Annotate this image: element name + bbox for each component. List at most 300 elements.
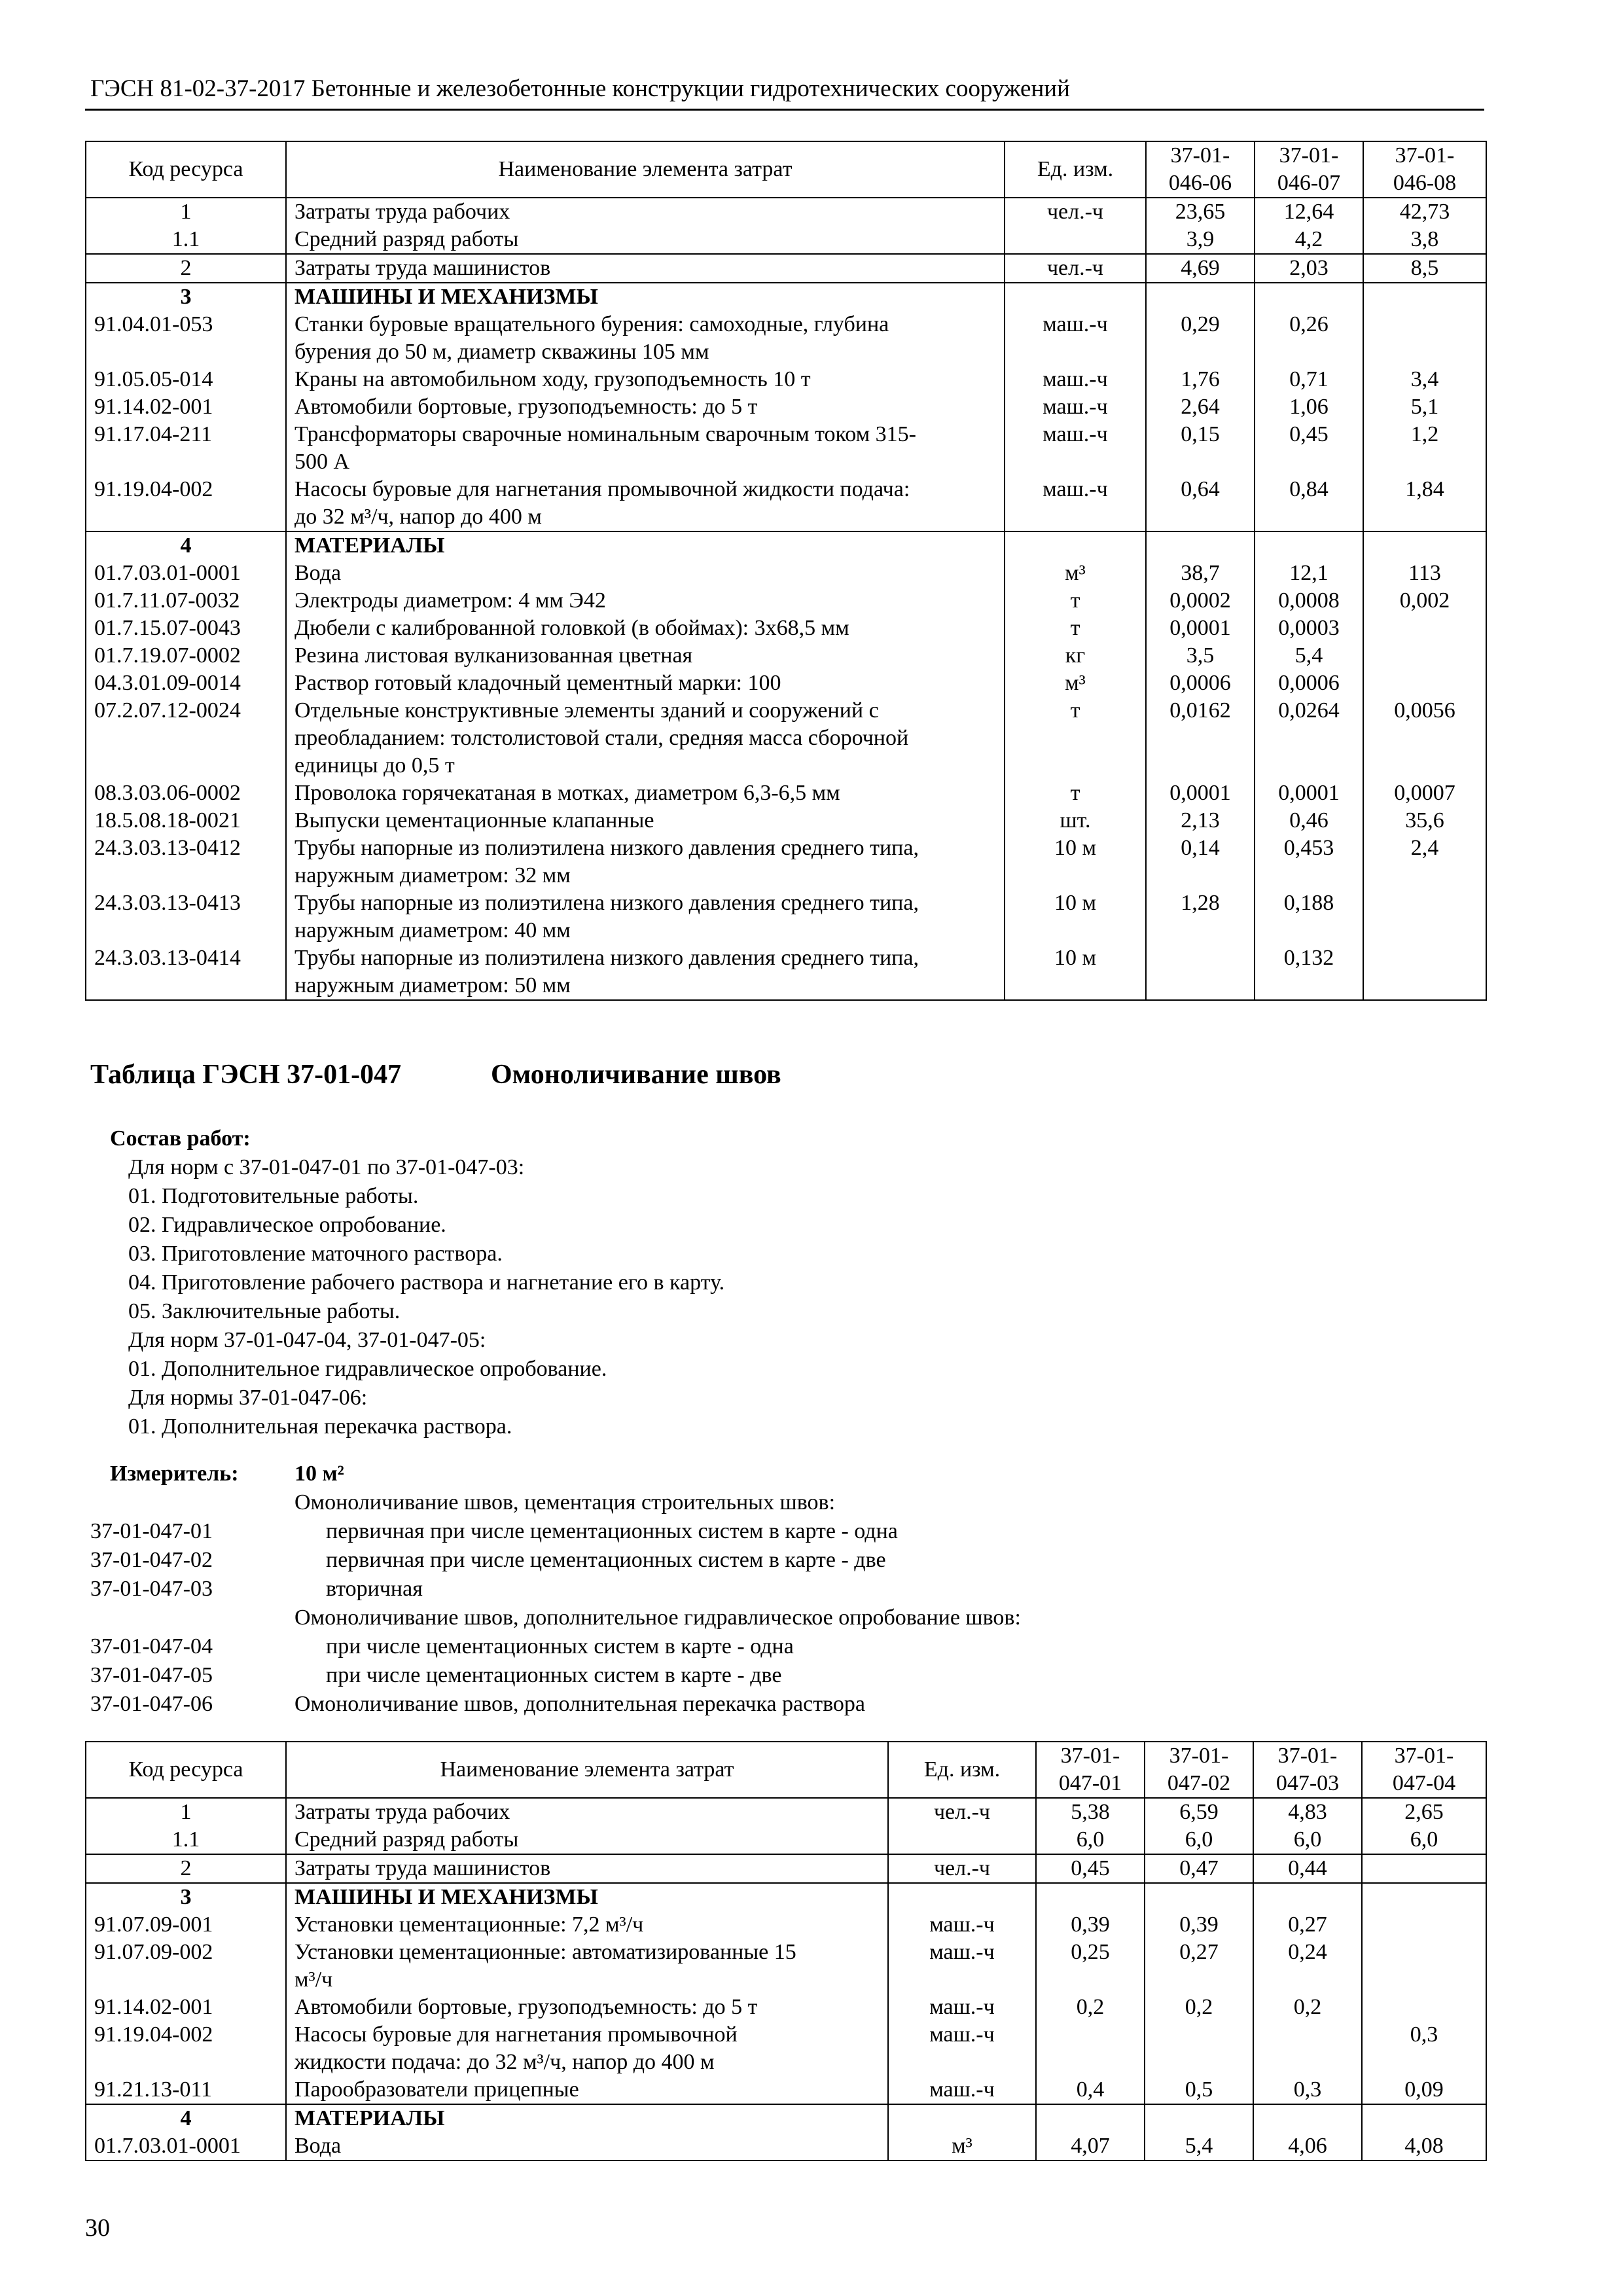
table-row xyxy=(86,476,1486,531)
cell-value: 0,132 xyxy=(1255,944,1363,1000)
cell-value: 0,0162 xyxy=(1146,697,1255,780)
cell-code: 3 xyxy=(86,1883,286,1911)
cell-value: 0,3 xyxy=(1362,2021,1486,2076)
cell-unit: маш.-ч xyxy=(888,1994,1036,2021)
cell-name: Трубы напорные из полиэтилена низкого давления среднего типа, наружным диаметром: 40 мм xyxy=(286,889,1005,944)
cell-value: 1,76 xyxy=(1146,366,1255,393)
cell-unit xyxy=(1005,283,1146,311)
cell-value: 0,5 xyxy=(1145,2076,1253,2104)
table-row xyxy=(86,1939,1486,1994)
cell-value: 0,2 xyxy=(1145,1994,1253,2021)
measure-header-row xyxy=(90,1460,1465,1488)
cell-value: 0,0001 xyxy=(1255,780,1363,807)
cell-name: Парообразователи прицепные xyxy=(286,2076,888,2104)
cell-name: Трансформаторы сварочные номинальным сварочным током 315- 500 А xyxy=(286,421,1005,476)
cell-code: 91.07.09-002 xyxy=(86,1939,286,1994)
cell-value: 0,25 xyxy=(1036,1939,1145,1994)
cell-code: 2 xyxy=(86,1854,286,1883)
cell-unit: м³ xyxy=(1005,670,1146,697)
cell-value: 0,26 xyxy=(1255,311,1363,366)
measure-text: вторичная xyxy=(326,1577,423,1601)
cell-value: 0,0007 xyxy=(1363,780,1486,807)
cell-value: 0,29 xyxy=(1146,311,1255,366)
col-header-norm: 37-01- 047-04 xyxy=(1362,1742,1486,1798)
cell-code: 91.19.04-002 xyxy=(86,2021,286,2076)
table-row xyxy=(86,642,1486,670)
cell-unit: чел.-ч xyxy=(888,1798,1036,1826)
cell-value xyxy=(1146,283,1255,311)
cell-unit xyxy=(888,1826,1036,1854)
cell-value: 5,38 xyxy=(1036,1798,1145,1826)
cell-value: 12,64 xyxy=(1255,198,1363,226)
table-row xyxy=(86,780,1486,807)
cell-code: 08.3.03.06-0002 xyxy=(86,780,286,807)
cell-value xyxy=(1363,944,1486,1000)
cell-value xyxy=(1255,531,1363,560)
cell-name: Электроды диаметром: 4 мм Э42 xyxy=(286,587,1005,615)
measure-text: при числе цементационных систем в карте - две xyxy=(326,1663,782,1687)
cell-value: 3,4 xyxy=(1363,366,1486,393)
cell-code: 91.17.04-211 xyxy=(86,421,286,476)
cell-value: 35,6 xyxy=(1363,807,1486,834)
measure-code: 37-01-047-02 xyxy=(90,1548,213,1572)
col-header-norm: 37-01- 047-01 xyxy=(1036,1742,1145,1798)
section-title-code: Таблица ГЭСН 37-01-047 xyxy=(90,1060,402,1090)
cell-unit: маш.-ч xyxy=(888,1911,1036,1939)
cell-value: 0,0008 xyxy=(1255,587,1363,615)
cell-code: 01.7.19.07-0002 xyxy=(86,642,286,670)
cell-value: 3,5 xyxy=(1146,642,1255,670)
cell-name: Вода xyxy=(286,2132,888,2161)
work-composition-line: 01. Дополнительная перекачка раствора. xyxy=(128,1414,512,1439)
table-row xyxy=(86,587,1486,615)
cell-value: 0,44 xyxy=(1253,1854,1362,1883)
measure-code: 37-01-047-04 xyxy=(90,1634,213,1659)
cell-name: Трубы напорные из полиэтилена низкого давления среднего типа, наружным диаметром: 32 мм xyxy=(286,834,1005,889)
cell-value: 0,84 xyxy=(1255,476,1363,531)
cell-value: 2,03 xyxy=(1255,254,1363,283)
col-header-norm: 37-01- 047-02 xyxy=(1145,1742,1253,1798)
cell-unit: маш.-ч xyxy=(888,2021,1036,2076)
cell-value xyxy=(1036,2104,1145,2132)
cell-value: 1,28 xyxy=(1146,889,1255,944)
cell-value xyxy=(1363,642,1486,670)
work-composition-line: Для норм с 37-01-047-01 по 37-01-047-03: xyxy=(128,1155,525,1179)
cell-code: 3 xyxy=(86,283,286,311)
measure-row xyxy=(90,1517,1465,1546)
cell-value: 113 xyxy=(1363,560,1486,587)
measure-value: 10 м² xyxy=(294,1462,344,1486)
work-composition-line: Для норм 37-01-047-04, 37-01-047-05: xyxy=(128,1328,486,1352)
table-row xyxy=(86,1883,1486,1911)
cell-value: 12,1 xyxy=(1255,560,1363,587)
work-composition xyxy=(110,1124,724,1441)
cell-value xyxy=(1362,1939,1486,1994)
cell-unit: шт. xyxy=(1005,807,1146,834)
cell-value: 6,0 xyxy=(1253,1826,1362,1854)
cell-unit: м³ xyxy=(1005,560,1146,587)
cell-name: Установки цементационные: 7,2 м³/ч xyxy=(286,1911,888,1939)
measure-text: Омоноличивание швов, цементация строительных швов: xyxy=(294,1490,836,1515)
measure-text: первичная при числе цементационных систем в карте - две xyxy=(326,1548,886,1572)
col-header-name: Наименование элемента затрат xyxy=(286,1742,888,1798)
work-composition-line: Для нормы 37-01-047-06: xyxy=(128,1386,368,1410)
cell-value xyxy=(1363,615,1486,642)
cell-code: 2 xyxy=(86,254,286,283)
cell-value: 5,4 xyxy=(1255,642,1363,670)
cell-value: 0,453 xyxy=(1255,834,1363,889)
col-header-norm: 37-01- 046-08 xyxy=(1363,141,1486,198)
table-row xyxy=(86,254,1486,283)
cell-value: 0,0003 xyxy=(1255,615,1363,642)
cell-value: 1,2 xyxy=(1363,421,1486,476)
cell-value: 2,64 xyxy=(1146,393,1255,421)
cell-code: 91.14.02-001 xyxy=(86,393,286,421)
cell-value: 5,4 xyxy=(1145,2132,1253,2161)
cell-code: 4 xyxy=(86,2104,286,2132)
cell-code: 91.05.05-014 xyxy=(86,366,286,393)
cell-value xyxy=(1146,944,1255,1000)
cell-value: 0,2 xyxy=(1036,1994,1145,2021)
table-row xyxy=(86,2076,1486,2104)
resource-table-046 xyxy=(85,141,1487,1001)
cell-value: 0,0006 xyxy=(1146,670,1255,697)
table-row xyxy=(86,1826,1486,1854)
header-row xyxy=(86,1742,1486,1798)
measure-row xyxy=(90,1488,1465,1517)
section-title-name: Омоноличивание швов xyxy=(491,1060,781,1090)
measure-row xyxy=(90,1604,1465,1632)
table-row xyxy=(86,834,1486,889)
cell-value: 0,188 xyxy=(1255,889,1363,944)
cell-value: 2,13 xyxy=(1146,807,1255,834)
cell-value: 0,46 xyxy=(1255,807,1363,834)
cell-code: 91.14.02-001 xyxy=(86,1994,286,2021)
cell-unit: маш.-ч xyxy=(1005,421,1146,476)
cell-value: 0,0002 xyxy=(1146,587,1255,615)
table-row xyxy=(86,198,1486,226)
table-row xyxy=(86,283,1486,311)
cell-code: 91.21.13-011 xyxy=(86,2076,286,2104)
cell-value: 42,73 xyxy=(1363,198,1486,226)
cell-value: 6,0 xyxy=(1362,1826,1486,1854)
cell-value: 4,06 xyxy=(1253,2132,1362,2161)
resource-table-047 xyxy=(85,1741,1487,2161)
col-header-code: Код ресурса xyxy=(86,141,286,198)
cell-value: 4,69 xyxy=(1146,254,1255,283)
cell-unit xyxy=(1005,226,1146,254)
measure-row xyxy=(90,1661,1465,1690)
cell-value xyxy=(1362,1883,1486,1911)
table-row xyxy=(86,311,1486,366)
cell-name: Средний разряд работы xyxy=(286,226,1005,254)
cell-value xyxy=(1255,283,1363,311)
table-row xyxy=(86,1854,1486,1883)
cell-name: Затраты труда машинистов xyxy=(286,1854,888,1883)
cell-code: 01.7.03.01-0001 xyxy=(86,560,286,587)
cell-code: 01.7.11.07-0032 xyxy=(86,587,286,615)
cell-value xyxy=(1253,2021,1362,2076)
cell-value xyxy=(1253,1883,1362,1911)
cell-value: 23,65 xyxy=(1146,198,1255,226)
work-composition-line: 01. Дополнительное гидравлическое опробование. xyxy=(128,1357,607,1381)
cell-value: 4,83 xyxy=(1253,1798,1362,1826)
cell-unit: м³ xyxy=(888,2132,1036,2161)
table-row xyxy=(86,670,1486,697)
cell-value: 0,45 xyxy=(1036,1854,1145,1883)
table-row xyxy=(86,366,1486,393)
col-header-norm: 37-01- 046-06 xyxy=(1146,141,1255,198)
cell-unit: 10 м xyxy=(1005,889,1146,944)
table-row xyxy=(86,889,1486,944)
cell-code: 1.1 xyxy=(86,1826,286,1854)
table-row xyxy=(86,2132,1486,2161)
work-composition-line: 01. Подготовительные работы. xyxy=(128,1184,419,1208)
cell-value: 3,8 xyxy=(1363,226,1486,254)
measure-rows xyxy=(90,1488,1465,1719)
measure-text: Омоноличивание швов, дополнительная перекачка раствора xyxy=(294,1692,866,1716)
cell-name: МАШИНЫ И МЕХАНИЗМЫ xyxy=(286,283,1005,311)
cell-code: 01.7.15.07-0043 xyxy=(86,615,286,642)
table-047-body xyxy=(86,1742,1486,2161)
cell-name: Затраты труда машинистов xyxy=(286,254,1005,283)
cell-value: 8,5 xyxy=(1363,254,1486,283)
measure-row xyxy=(90,1632,1465,1661)
work-composition-line: 04. Приготовление рабочего раствора и нагнетание его в карту. xyxy=(128,1270,725,1295)
cell-unit: чел.-ч xyxy=(1005,198,1146,226)
cell-value: 0,0006 xyxy=(1255,670,1363,697)
table-046-body xyxy=(86,141,1486,1000)
cell-name: Выпуски цементационные клапанные xyxy=(286,807,1005,834)
cell-value: 0,2 xyxy=(1253,1994,1362,2021)
measure-label: Измеритель: xyxy=(110,1462,239,1486)
cell-value: 0,09 xyxy=(1362,2076,1486,2104)
running-header: ГЭСН 81-02-37-2017 Бетонные и железобетонные конструкции гидротехнических сооружений xyxy=(90,75,1070,102)
cell-name: Краны на автомобильном ходу, грузоподъемность 10 т xyxy=(286,366,1005,393)
table-row xyxy=(86,2021,1486,2076)
cell-name: Затраты труда рабочих xyxy=(286,1798,888,1826)
cell-unit: маш.-ч xyxy=(1005,393,1146,421)
col-header-unit: Ед. изм. xyxy=(1005,141,1146,198)
cell-unit: 10 м xyxy=(1005,834,1146,889)
measure-text: при числе цементационных систем в карте - одна xyxy=(326,1634,794,1659)
cell-value: 0,39 xyxy=(1036,1911,1145,1939)
cell-value: 0,15 xyxy=(1146,421,1255,476)
cell-unit: т xyxy=(1005,615,1146,642)
measure-row xyxy=(90,1690,1465,1719)
cell-name: МАШИНЫ И МЕХАНИЗМЫ xyxy=(286,1883,888,1911)
cell-value: 6,0 xyxy=(1036,1826,1145,1854)
header-row xyxy=(86,141,1486,198)
cell-unit: маш.-ч xyxy=(1005,366,1146,393)
cell-value: 4,2 xyxy=(1255,226,1363,254)
cell-name: Установки цементационные: автоматизированные 15 м³/ч xyxy=(286,1939,888,1994)
cell-name: Насосы буровые для нагнетания промывочной жидкости подача: до 32 м³/ч, напор до 400 м xyxy=(286,2021,888,2076)
measure-row xyxy=(90,1546,1465,1575)
cell-code: 04.3.01.09-0014 xyxy=(86,670,286,697)
header-rule xyxy=(85,109,1484,111)
cell-value: 0,45 xyxy=(1255,421,1363,476)
cell-code: 91.19.04-002 xyxy=(86,476,286,531)
cell-name: Насосы буровые для нагнетания промывочной жидкости подача: до 32 м³/ч, напор до 400 м xyxy=(286,476,1005,531)
cell-value xyxy=(1362,1854,1486,1883)
measure-row xyxy=(90,1575,1465,1604)
cell-value: 0,27 xyxy=(1253,1911,1362,1939)
cell-name: МАТЕРИАЛЫ xyxy=(286,531,1005,560)
table-row xyxy=(86,531,1486,560)
cell-value: 0,0001 xyxy=(1146,780,1255,807)
cell-value xyxy=(1362,2104,1486,2132)
cell-unit: т xyxy=(1005,697,1146,780)
cell-name: Автомобили бортовые, грузоподъемность: до 5 т xyxy=(286,1994,888,2021)
cell-unit: т xyxy=(1005,587,1146,615)
work-composition-lines xyxy=(110,1153,724,1441)
col-header-name: Наименование элемента затрат xyxy=(286,141,1005,198)
cell-unit: чел.-ч xyxy=(888,1854,1036,1883)
table-row xyxy=(86,560,1486,587)
cell-unit: маш.-ч xyxy=(1005,311,1146,366)
cell-value: 0,47 xyxy=(1145,1854,1253,1883)
cell-code: 91.04.01-053 xyxy=(86,311,286,366)
col-header-norm: 37-01- 047-03 xyxy=(1253,1742,1362,1798)
cell-value: 0,39 xyxy=(1145,1911,1253,1939)
cell-value: 3,9 xyxy=(1146,226,1255,254)
work-composition-heading: Состав работ: xyxy=(110,1126,251,1151)
measure-code: 37-01-047-06 xyxy=(90,1692,213,1716)
cell-code: 1.1 xyxy=(86,226,286,254)
cell-value: 0,3 xyxy=(1253,2076,1362,2104)
col-header-unit: Ед. изм. xyxy=(888,1742,1036,1798)
cell-value: 1,06 xyxy=(1255,393,1363,421)
cell-unit: кг xyxy=(1005,642,1146,670)
cell-value: 38,7 xyxy=(1146,560,1255,587)
cell-value: 2,4 xyxy=(1363,834,1486,889)
cell-value: 6,0 xyxy=(1145,1826,1253,1854)
cell-value xyxy=(1363,670,1486,697)
cell-name: Резина листовая вулканизованная цветная xyxy=(286,642,1005,670)
cell-code: 1 xyxy=(86,198,286,226)
cell-value: 5,1 xyxy=(1363,393,1486,421)
measure-text: Омоноличивание швов, дополнительное гидравлическое опробование швов: xyxy=(294,1605,1021,1630)
cell-value: 0,27 xyxy=(1145,1939,1253,1994)
table-row xyxy=(86,615,1486,642)
table-row xyxy=(86,1798,1486,1826)
cell-value: 0,14 xyxy=(1146,834,1255,889)
cell-code: 24.3.03.13-0414 xyxy=(86,944,286,1000)
work-composition-line: 02. Гидравлическое опробование. xyxy=(128,1213,446,1237)
cell-code: 24.3.03.13-0412 xyxy=(86,834,286,889)
cell-value xyxy=(1036,2021,1145,2076)
cell-value: 0,64 xyxy=(1146,476,1255,531)
cell-value xyxy=(1362,1994,1486,2021)
cell-value xyxy=(1363,311,1486,366)
table-row xyxy=(86,1994,1486,2021)
cell-value xyxy=(1145,1883,1253,1911)
cell-code: 91.07.09-001 xyxy=(86,1911,286,1939)
measure-code: 37-01-047-05 xyxy=(90,1663,213,1687)
cell-unit xyxy=(888,2104,1036,2132)
col-header-code: Код ресурса xyxy=(86,1742,286,1798)
cell-name: Автомобили бортовые, грузоподъемность: до 5 т xyxy=(286,393,1005,421)
cell-unit: маш.-ч xyxy=(888,2076,1036,2104)
cell-name: Раствор готовый кладочный цементный марки: 100 xyxy=(286,670,1005,697)
measure-code: 37-01-047-01 xyxy=(90,1519,213,1543)
cell-value: 6,59 xyxy=(1145,1798,1253,1826)
cell-value xyxy=(1363,889,1486,944)
section-title xyxy=(90,1059,781,1090)
work-composition-line: 03. Приготовление маточного раствора. xyxy=(128,1242,503,1266)
cell-value: 0,4 xyxy=(1036,2076,1145,2104)
cell-name: Отдельные конструктивные элементы зданий и сооружений с преобладанием: толстолистовой стали, средняя масса сборочной единицы до 0,5 т xyxy=(286,697,1005,780)
cell-value: 0,0264 xyxy=(1255,697,1363,780)
cell-unit: чел.-ч xyxy=(1005,254,1146,283)
cell-value xyxy=(1362,1911,1486,1939)
table-row xyxy=(86,226,1486,254)
cell-value xyxy=(1363,283,1486,311)
cell-value: 4,08 xyxy=(1362,2132,1486,2161)
table-row xyxy=(86,807,1486,834)
measure-text: первичная при числе цементационных систем в карте - одна xyxy=(326,1519,898,1543)
cell-name: Средний разряд работы xyxy=(286,1826,888,1854)
cell-value xyxy=(1145,2104,1253,2132)
table-row xyxy=(86,421,1486,476)
cell-name: Вода xyxy=(286,560,1005,587)
cell-value: 0,24 xyxy=(1253,1939,1362,1994)
cell-unit: 10 м xyxy=(1005,944,1146,1000)
cell-value: 0,002 xyxy=(1363,587,1486,615)
cell-unit: маш.-ч xyxy=(888,1939,1036,1994)
table-row xyxy=(86,393,1486,421)
cell-value: 4,07 xyxy=(1036,2132,1145,2161)
cell-name: Трубы напорные из полиэтилена низкого давления среднего типа, наружным диаметром: 50 мм xyxy=(286,944,1005,1000)
cell-name: Станки буровые вращательного бурения: самоходные, глубина бурения до 50 м, диаметр скважины 105 мм xyxy=(286,311,1005,366)
col-header-norm: 37-01- 046-07 xyxy=(1255,141,1363,198)
cell-value xyxy=(1363,531,1486,560)
cell-value xyxy=(1145,2021,1253,2076)
measure-block xyxy=(90,1460,1465,1719)
table-row xyxy=(86,1911,1486,1939)
cell-value: 1,84 xyxy=(1363,476,1486,531)
table-row xyxy=(86,944,1486,1000)
cell-code: 01.7.03.01-0001 xyxy=(86,2132,286,2161)
cell-value: 2,65 xyxy=(1362,1798,1486,1826)
table-row xyxy=(86,697,1486,780)
cell-name: Дюбели с калиброванной головкой (в обоймах): 3х68,5 мм xyxy=(286,615,1005,642)
cell-value xyxy=(1253,2104,1362,2132)
cell-value: 0,71 xyxy=(1255,366,1363,393)
measure-code: 37-01-047-03 xyxy=(90,1577,213,1601)
cell-code: 07.2.07.12-0024 xyxy=(86,697,286,780)
cell-name: Затраты труда рабочих xyxy=(286,198,1005,226)
cell-name: Проволока горячекатаная в мотках, диаметром 6,3-6,5 мм xyxy=(286,780,1005,807)
cell-value xyxy=(1146,531,1255,560)
cell-code: 18.5.08.18-0021 xyxy=(86,807,286,834)
page-number: 30 xyxy=(85,2214,110,2242)
cell-code: 4 xyxy=(86,531,286,560)
cell-unit xyxy=(1005,531,1146,560)
cell-unit xyxy=(888,1883,1036,1911)
cell-unit: маш.-ч xyxy=(1005,476,1146,531)
cell-code: 24.3.03.13-0413 xyxy=(86,889,286,944)
cell-value xyxy=(1036,1883,1145,1911)
table-row xyxy=(86,2104,1486,2132)
cell-code: 1 xyxy=(86,1798,286,1826)
cell-value: 0,0056 xyxy=(1363,697,1486,780)
work-composition-line: 05. Заключительные работы. xyxy=(128,1299,401,1323)
cell-name: МАТЕРИАЛЫ xyxy=(286,2104,888,2132)
cell-unit: т xyxy=(1005,780,1146,807)
cell-value: 0,0001 xyxy=(1146,615,1255,642)
